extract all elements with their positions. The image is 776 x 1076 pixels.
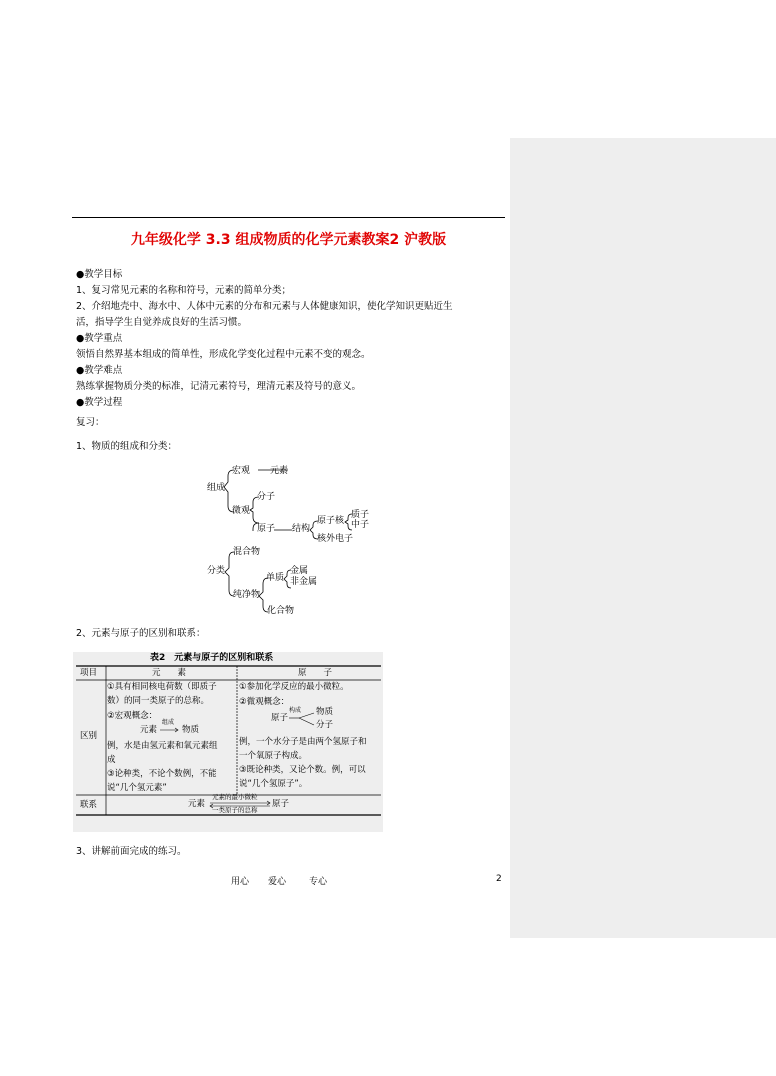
tree1-root: 组成: [207, 483, 226, 493]
tree1-macro: 宏观: [232, 466, 251, 476]
el-diagram-arrow: 组成: [162, 719, 175, 726]
tree1-proton: 质子: [351, 510, 370, 520]
table-header-item: 项目: [80, 668, 98, 678]
tree1-electron: 核外电子: [317, 534, 354, 544]
key-heading: ●教学重点: [76, 333, 123, 344]
goal-item-1: 1、复习常见元素的名称和符号，元素的简单分类；: [76, 285, 292, 296]
tree2-root: 分类: [207, 566, 226, 576]
at-diagram-arrow: 构成: [289, 707, 302, 714]
el-3a: 例，水是由氢元素和氧元素组: [107, 741, 218, 751]
at-diagram-b1: 物质: [316, 707, 334, 717]
tree1-atom: 原子: [257, 524, 276, 534]
tree1-molecule: 分子: [257, 492, 276, 502]
at-diagram-a: 原子: [271, 713, 289, 723]
item-1: 1、物质的组成和分类：: [76, 441, 178, 452]
at-2: ②微观概念：: [239, 697, 290, 707]
tree1-structure: 结构: [292, 524, 311, 534]
el-4b: 说“几个氢元素”: [107, 783, 167, 793]
footer-word-1: 用心: [231, 877, 250, 887]
tree1-element: 元素: [270, 466, 289, 476]
el-2: ②宏观概念：: [107, 711, 158, 721]
tree1-neutron: 中子: [351, 520, 370, 530]
link-b: 原子: [272, 799, 290, 809]
at-3a: 例，一个水分子是由两个氢原子和: [239, 737, 367, 747]
item-3: 3、讲解前面完成的练习。: [76, 846, 187, 857]
tree2-nonmetal: 非金属: [290, 577, 318, 587]
item-2: 2、元素与原子的区别和联系：: [76, 628, 206, 639]
page-number: 2: [496, 874, 502, 884]
tree2-simple: 单质: [266, 573, 285, 583]
tree2-metal: 金属: [290, 566, 309, 576]
link-top: 元素的最小微粒: [212, 793, 258, 801]
diff-text: 熟练掌握物质分类的标准，记清元素符号，理清元素及符号的意义。: [76, 381, 362, 392]
at-4a: ③既论种类，又论个数。例，可以: [239, 765, 366, 775]
el-1b: 数）的同一类原子的总称。: [107, 696, 210, 706]
diff-heading: ●教学难点: [76, 365, 123, 376]
goal-item-2a: 2、介绍地壳中、海水中、人体中元素的分布和元素与人体健康知识，使化学知识更贴近生: [76, 301, 453, 312]
key-text: 领悟自然界基本组成的简单性，形成化学变化过程中元素不变的观念。: [76, 349, 371, 360]
tree2-compound: 化合物: [267, 606, 295, 616]
tree2-mixture: 混合物: [233, 547, 261, 557]
at-diagram-b2: 分子: [316, 720, 334, 730]
at-4b: 说“几个氢原子”。: [239, 779, 308, 789]
el-3b: 成: [107, 755, 116, 765]
proc-heading: ●教学过程: [76, 397, 123, 408]
table-row-link: 联系: [80, 800, 98, 810]
goal-item-2b: 活，指导学生自觉养成良好的生活习惯。: [76, 317, 248, 328]
table-header-element: 元 素: [152, 668, 187, 678]
el-diagram-a: 元素: [140, 725, 158, 735]
at-1: ①参加化学反应的最小微粒。: [239, 682, 349, 692]
table-row-diff: 区别: [80, 731, 98, 741]
el-1a: ①具有相同核电荷数（即质子: [107, 682, 217, 692]
tree1-micro: 微观: [232, 506, 251, 516]
el-diagram-b: 物质: [182, 725, 200, 735]
footer-word-2: 爱心: [268, 877, 287, 887]
table-header-atom: 原 子: [298, 668, 333, 678]
el-4a: ③论种类，不论个数例，不能: [107, 769, 217, 779]
footer-word-3: 专心: [309, 877, 328, 887]
goal-heading: ●教学目标: [76, 269, 123, 280]
review-label: 复习：: [76, 417, 105, 428]
link-a: 元素: [188, 799, 206, 809]
at-3b: 一个氧原子构成。: [239, 751, 308, 761]
doc-title: 九年级化学 3.3 组成物质的化学元素教案2 沪教版: [130, 232, 447, 248]
tree1-nucleus: 原子核: [317, 516, 345, 526]
tree2-pure: 纯净物: [233, 590, 261, 600]
link-bottom: 一类原子的总称: [212, 806, 258, 814]
table-caption: 表2 元素与原子的区别和联系: [150, 653, 274, 663]
